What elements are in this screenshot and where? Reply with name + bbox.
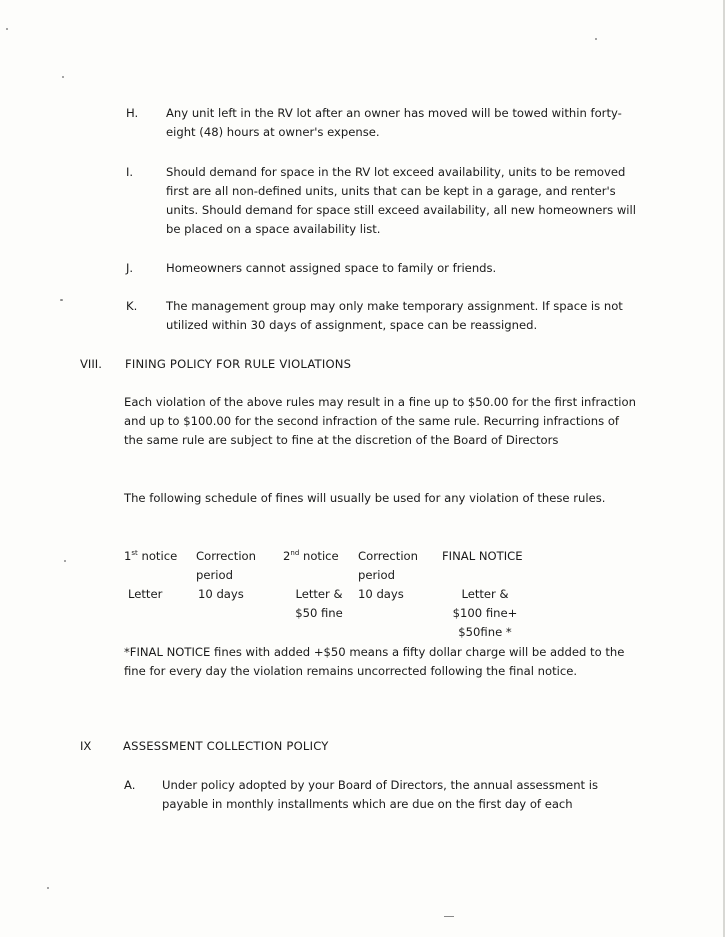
scan-speck xyxy=(595,38,597,40)
item-letter: H. xyxy=(126,106,139,120)
schedule-header-correction-1: Correction period xyxy=(196,549,256,582)
scan-speck xyxy=(444,916,454,917)
schedule-intro: The following schedule of fines will usually be used for any violation of these rules. xyxy=(124,491,606,505)
schedule-header-final-notice: FINAL NOTICE xyxy=(442,549,523,563)
section-viii-number: VIII. xyxy=(80,357,102,371)
item-letter: A. xyxy=(124,778,136,792)
item-text: Under policy adopted by your Board of Directors, the annual assessment is payable in monthly installments which are due on the first day of each xyxy=(162,778,599,811)
item-text: Any unit left in the RV lot after an owner has moved will be towed within forty-eight (48) hours at owner's expense. xyxy=(166,106,622,139)
item-letter: J. xyxy=(126,261,134,275)
final-notice-note: *FINAL NOTICE fines with added +$50 means a fifty dollar charge will be added to the fine for every day the violation remains uncorrected following the final notice. xyxy=(124,645,625,678)
item-text: Homeowners cannot assigned space to family or friends. xyxy=(166,261,497,275)
schedule-cell: 10 days xyxy=(198,587,244,601)
item-text: Should demand for space in the RV lot exceed availability, units to be removed first are all non-defined units, units that can be kept in a garage, and renter's units. Should demand for space still exceed availability, all new homeowners will be placed on a space availability list. xyxy=(166,165,636,236)
section-ix-number: IX xyxy=(80,739,92,753)
scan-speck xyxy=(64,560,66,562)
schedule-cell: Letter xyxy=(128,587,163,601)
item-letter: I. xyxy=(126,165,134,179)
section-viii-title: FINING POLICY FOR RULE VIOLATIONS xyxy=(125,357,352,371)
schedule-header-first-notice: 1st notice xyxy=(124,549,178,563)
scan-speck xyxy=(62,76,64,78)
schedule-cell: Letter & $50 fine xyxy=(295,587,343,620)
schedule-header-second-notice: 2nd notice xyxy=(283,549,339,563)
item-letter: K. xyxy=(126,299,138,313)
item-text: The management group may only make temporary assignment. If space is not utilized within 30 days of assignment, space can be reassigned. xyxy=(166,299,623,332)
schedule-cell: Letter & $100 fine+ $50fine * xyxy=(452,587,518,639)
scan-speck xyxy=(47,887,49,889)
schedule-cell: 10 days xyxy=(358,587,404,601)
scan-speck xyxy=(60,299,63,301)
scan-speck xyxy=(6,28,8,30)
fining-paragraph: Each violation of the above rules may result in a fine up to $50.00 for the first infraction and up to $100.00 for the second infraction of the same rule. Recurring infractions of the same rule are subject to fine at the discretion of the Board of Directors xyxy=(124,395,636,447)
section-ix-title: ASSESSMENT COLLECTION POLICY xyxy=(123,739,329,753)
schedule-header-correction-2: Correction period xyxy=(358,549,418,582)
